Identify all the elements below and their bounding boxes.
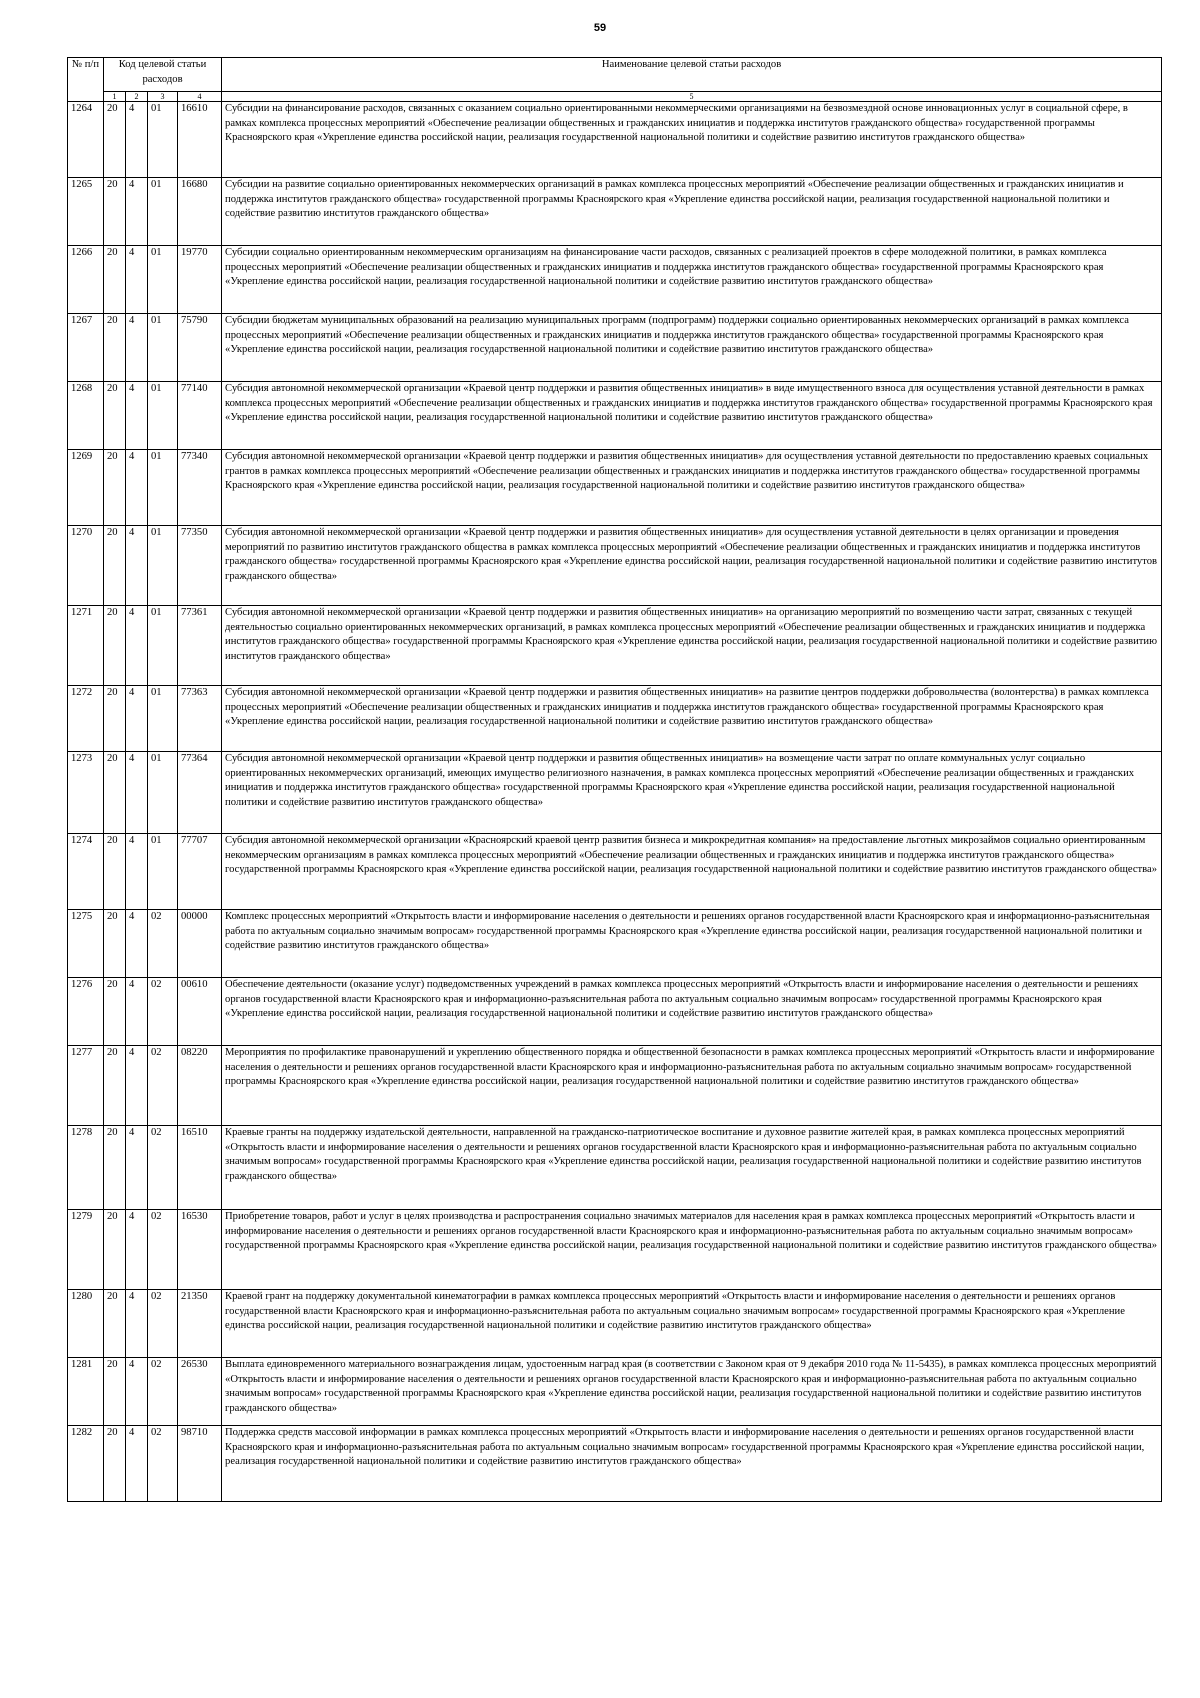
code-part-1: 20: [104, 1358, 126, 1426]
row-description: Субсидии бюджетам муниципальных образований на реализацию муниципальных программ (подпрограмм) поддержки социально ориентированных некоммерческих организаций в рамках комплекса процессных мероприятий «Обеспечение реализации общественных и гражданских инициатив и поддержка институтов гражданского общества» государственной программы Красноярского края «Укрепление единства российской нации, реализация государственной национальной политики и содействие развитию институтов гражданского общества»: [222, 314, 1162, 382]
code-part-1: 20: [104, 450, 126, 526]
row-description: Субсидия автономной некоммерческой организации «Краевой центр поддержки и развития общественных инициатив» на развитие центров поддержки добровольчества (волонтерства) в рамках комплекса процессных мероприятий «Обеспечение реализации общественных и гражданских инициатив и поддержка институтов гражданского общества» государственной программы Красноярского края «Укрепление единства российской нации, реализация государственной национальной политики и содействие развитию институтов гражданского общества»: [222, 686, 1162, 752]
code-part-1: 20: [104, 752, 126, 834]
column-number: 5: [222, 92, 1162, 102]
code-part-3: 01: [148, 686, 178, 752]
row-number: 1275: [68, 910, 104, 978]
row-description: Субсидии социально ориентированным некоммерческим организациям на финансирование части расходов, связанных с реализацией проектов в сфере молодежной политики, в рамках комплекса процессных мероприятий «Обеспечение реализации общественных и гражданских инициатив и поддержка институтов гражданского общества» государственной программы Красноярского края «Укрепление единства российской нации, реализация государственной национальной политики и содействие развитию институтов гражданского общества»: [222, 246, 1162, 314]
row-description: Выплата единовременного материального вознаграждения лицам, удостоенным наград края (в соответствии с Законом края от 9 декабря 2010 года № 11-5435), в рамках комплекса процессных мероприятий «Открытость власти и информирование населения о деятельности и решениях органов государственной власти Красноярского края и информационно-разъяснительная работа по актуальным социально значимым вопросам» государственной программы Красноярского края «Укрепление единства российской нации, реализация государственной национальной политики и содействие развитию институтов гражданского общества»: [222, 1358, 1162, 1426]
code-part-4: 75790: [178, 314, 222, 382]
code-part-4: 77363: [178, 686, 222, 752]
code-part-4: 19770: [178, 246, 222, 314]
page-number: 59: [593, 22, 607, 34]
table-row: [68, 382, 1162, 450]
code-part-3: 02: [148, 978, 178, 1046]
code-part-4: 16510: [178, 1126, 222, 1210]
row-number: 1271: [68, 606, 104, 686]
code-part-3: 01: [148, 102, 178, 178]
code-part-2: 4: [126, 1210, 148, 1290]
code-part-3: 01: [148, 178, 178, 246]
code-part-4: 26530: [178, 1358, 222, 1426]
code-part-2: 4: [126, 102, 148, 178]
code-part-2: 4: [126, 606, 148, 686]
table-row: [68, 978, 1162, 1046]
code-part-4: 77364: [178, 752, 222, 834]
code-part-4: 21350: [178, 1290, 222, 1358]
code-part-1: 20: [104, 1290, 126, 1358]
code-part-2: 4: [126, 834, 148, 910]
row-description: Поддержка средств массовой информации в рамках комплекса процессных мероприятий «Открытость власти и информирование населения о деятельности и решениях органов государственной власти Красноярского края и информационно-разъяснительная работа по актуальным социально значимым вопросам» государственной программы Красноярского края «Укрепление единства российской нации, реализация государственной национальной политики и содействие развитию институтов гражданского общества»: [222, 1426, 1162, 1502]
row-description: Субсидия автономной некоммерческой организации «Краевой центр поддержки и развития общественных инициатив» в виде имущественного взноса для осуществления уставной деятельности в рамках комплекса процессных мероприятий «Обеспечение реализации общественных и гражданских инициатив и поддержка институтов гражданского общества» государственной программы Красноярского края «Укрепление единства российской нации, реализация государственной национальной политики и содействие развитию институтов гражданского общества»: [222, 382, 1162, 450]
row-description: Субсидия автономной некоммерческой организации «Краевой центр поддержки и развития общественных инициатив» на возмещение части затрат по оплате коммунальных услуг социально ориентированных некоммерческих организаций, имеющих имущество религиозного назначения, в рамках комплекса процессных мероприятий «Обеспечение реализации общественных и гражданских инициатив и поддержка институтов гражданского общества» государственной программы Красноярского края «Укрепление единства российской нации, реализация государственной национальной политики и содействие развитию институтов гражданского общества»: [222, 752, 1162, 834]
code-part-2: 4: [126, 1290, 148, 1358]
code-part-3: 01: [148, 382, 178, 450]
row-number: 1277: [68, 1046, 104, 1126]
code-part-4: 08220: [178, 1046, 222, 1126]
code-part-2: 4: [126, 382, 148, 450]
row-number: 1279: [68, 1210, 104, 1290]
code-part-4: 77361: [178, 606, 222, 686]
code-part-2: 4: [126, 910, 148, 978]
code-part-4: 98710: [178, 1426, 222, 1502]
row-number: 1273: [68, 752, 104, 834]
code-part-3: 01: [148, 246, 178, 314]
row-number: 1280: [68, 1290, 104, 1358]
row-description: Субсидия автономной некоммерческой организации «Краевой центр поддержки и развития общественных инициатив» для осуществления уставной деятельности по предоставлению краевых социальных грантов в рамках комплекса процессных мероприятий «Обеспечение реализации общественных и гражданских инициатив и поддержка институтов гражданского общества» государственной программы Красноярского края «Укрепление единства российской нации, реализация государственной национальной политики и содействие развитию институтов гражданского общества»: [222, 450, 1162, 526]
row-description: Субсидия автономной некоммерческой организации «Красноярский краевой центр развития бизнеса и микрокредитная компания» на предоставление льготных микрозаймов социально ориентированным некоммерческим организациям в рамках комплекса процессных мероприятий «Обеспечение реализации общественных и гражданских инициатив и поддержка институтов гражданского общества» государственной программы Красноярского края «Укрепление единства российской нации, реализация государственной национальной политики и содействие развитию институтов гражданского общества»: [222, 834, 1162, 910]
table-row: [68, 178, 1162, 246]
row-description: Субсидии на развитие социально ориентированных некоммерческих организаций в рамках комплекса процессных мероприятий «Обеспечение реализации общественных и гражданских инициатив и поддержка институтов гражданского общества» государственной программы Красноярского края «Укрепление единства российской нации, реализация государственной национальной политики и содействие развитию институтов гражданского общества»: [222, 178, 1162, 246]
row-description: Субсидия автономной некоммерческой организации «Краевой центр поддержки и развития общественных инициатив» для осуществления уставной деятельности в целях организации и проведения мероприятий по развитию институтов гражданского общества в рамках комплекса процессных мероприятий «Обеспечение реализации общественных и гражданских инициатив и поддержка институтов гражданского общества» государственной программы Красноярского края «Укрепление единства российской нации, реализация государственной национальной политики и содействие развитию институтов гражданского общества»: [222, 526, 1162, 606]
code-part-3: 02: [148, 1210, 178, 1290]
row-number: 1276: [68, 978, 104, 1046]
column-number: 1: [104, 92, 126, 102]
code-part-2: 4: [126, 1426, 148, 1502]
code-part-3: 02: [148, 1426, 178, 1502]
row-description: Субсидия автономной некоммерческой организации «Краевой центр поддержки и развития общественных инициатив» на организацию мероприятий по возмещению части затрат, связанных с текущей деятельностью социально ориентированных некоммерческих организаций, в рамках комплекса процессных мероприятий «Обеспечение реализации общественных и гражданских инициатив и поддержка институтов гражданского общества» государственной программы Красноярского края «Укрепление единства российской нации, реализация государственной национальной политики и содействие развитию институтов гражданского общества»: [222, 606, 1162, 686]
row-number: 1270: [68, 526, 104, 606]
code-part-4: 16680: [178, 178, 222, 246]
budget-codes-table: [67, 57, 1162, 1502]
row-description: Краевые гранты на поддержку издательской деятельности, направленной на гражданско-патриотическое воспитание и духовное развитие жителей края, в рамках комплекса процессных мероприятий «Открытость власти и информирование населения о деятельности и решениях органов государственной власти Красноярского края и информационно-разъяснительная работа по актуальным социально значимым вопросам» государственной программы Красноярского края «Укрепление единства российской нации, реализация государственной национальной политики и содействие развитию институтов гражданского общества»: [222, 1126, 1162, 1210]
code-part-1: 20: [104, 606, 126, 686]
row-number: 1282: [68, 1426, 104, 1502]
table-body: [68, 102, 1162, 1502]
code-part-1: 20: [104, 314, 126, 382]
table-row: [68, 910, 1162, 978]
row-number: 1281: [68, 1358, 104, 1426]
code-part-4: 77140: [178, 382, 222, 450]
code-part-2: 4: [126, 1358, 148, 1426]
code-part-2: 4: [126, 246, 148, 314]
row-number: 1265: [68, 178, 104, 246]
header-no: № п/п: [68, 58, 104, 102]
code-part-1: 20: [104, 178, 126, 246]
row-description: Краевой грант на поддержку документальной кинематографии в рамках комплекса процессных мероприятий «Открытость власти и информирование населения о деятельности и решениях органов государственной власти Красноярского края и информационно-разъяснительная работа по актуальным социально значимым вопросам» государственной программы Красноярского края «Укрепление единства российской нации, реализация государственной национальной политики и содействие развитию институтов гражданского общества»: [222, 1290, 1162, 1358]
column-number: 3: [148, 92, 178, 102]
row-number: 1268: [68, 382, 104, 450]
row-number: 1269: [68, 450, 104, 526]
code-part-3: 01: [148, 834, 178, 910]
code-part-1: 20: [104, 834, 126, 910]
table-row: [68, 526, 1162, 606]
column-number: 4: [178, 92, 222, 102]
code-part-3: 01: [148, 450, 178, 526]
code-part-3: 01: [148, 526, 178, 606]
row-description: Обеспечение деятельности (оказание услуг) подведомственных учреждений в рамках комплекса процессных мероприятий «Открытость власти и информирование населения о деятельности и решениях органов государственной власти Красноярского края и информационно-разъяснительная работа по актуальным социально значимым вопросам» государственной программы Красноярского края «Укрепление единства российской нации, реализация государственной национальной политики и содействие развитию институтов гражданского общества»: [222, 978, 1162, 1046]
code-part-1: 20: [104, 1210, 126, 1290]
code-part-4: 77340: [178, 450, 222, 526]
table-row: [68, 450, 1162, 526]
code-part-2: 4: [126, 526, 148, 606]
code-part-4: 00000: [178, 910, 222, 978]
code-part-1: 20: [104, 978, 126, 1046]
table-row: [68, 752, 1162, 834]
code-part-1: 20: [104, 382, 126, 450]
code-part-3: 01: [148, 314, 178, 382]
table-row: [68, 1358, 1162, 1426]
row-number: 1278: [68, 1126, 104, 1210]
table-row: [68, 1126, 1162, 1210]
row-number: 1266: [68, 246, 104, 314]
code-part-3: 02: [148, 1046, 178, 1126]
code-part-1: 20: [104, 246, 126, 314]
table-row: [68, 102, 1162, 178]
code-part-2: 4: [126, 686, 148, 752]
code-part-1: 20: [104, 526, 126, 606]
header-name: Наименование целевой статьи расходов: [222, 58, 1162, 92]
code-part-1: 20: [104, 102, 126, 178]
code-part-3: 02: [148, 1126, 178, 1210]
row-description: Мероприятия по профилактике правонарушений и укреплению общественного порядка и общественной безопасности в рамках комплекса процессных мероприятий «Открытость власти и информирование населения о деятельности и решениях органов государственной власти Красноярского края и информационно-разъяснительная работа по актуальным социально значимым вопросам» государственной программы Красноярского края «Укрепление единства российской нации, реализация государственной национальной политики и содействие развитию институтов гражданского общества»: [222, 1046, 1162, 1126]
row-description: Приобретение товаров, работ и услуг в целях производства и распространения социально значимых материалов для населения края в рамках комплекса процессных мероприятий «Открытость власти и информирование населения о деятельности и решениях органов государственной власти Красноярского края и информационно-разъяснительная работа по актуальным социально значимым вопросам» государственной программы Красноярского края «Укрепление единства российской нации, реализация государственной национальной политики и содействие развитию институтов гражданского общества»: [222, 1210, 1162, 1290]
row-number: 1264: [68, 102, 104, 178]
code-part-4: 16610: [178, 102, 222, 178]
row-description: Комплекс процессных мероприятий «Открытость власти и информирование населения о деятельности и решениях органов государственной власти Красноярского края и информационно-разъяснительная работа по актуальным социально значимым вопросам» государственной программы Красноярского края «Укрепление единства российской нации, реализация государственной национальной политики и содействие развитию институтов гражданского общества»: [222, 910, 1162, 978]
table-row: [68, 1210, 1162, 1290]
code-part-2: 4: [126, 1046, 148, 1126]
table-row: [68, 606, 1162, 686]
row-number: 1274: [68, 834, 104, 910]
code-part-3: 01: [148, 606, 178, 686]
code-part-4: 16530: [178, 1210, 222, 1290]
table-row: [68, 314, 1162, 382]
code-part-2: 4: [126, 178, 148, 246]
header-code: Код целевой статьи расходов: [104, 58, 222, 92]
code-part-1: 20: [104, 1426, 126, 1502]
code-part-3: 01: [148, 752, 178, 834]
code-part-2: 4: [126, 1126, 148, 1210]
code-part-1: 20: [104, 686, 126, 752]
row-number: 1272: [68, 686, 104, 752]
table-row: [68, 1290, 1162, 1358]
code-part-1: 20: [104, 910, 126, 978]
table-row: [68, 1046, 1162, 1126]
code-part-4: 77350: [178, 526, 222, 606]
table-row: [68, 686, 1162, 752]
table-row: [68, 834, 1162, 910]
code-part-2: 4: [126, 752, 148, 834]
row-description: Субсидии на финансирование расходов, связанных с оказанием социально ориентированными некоммерческими организациями на безвозмездной основе инновационных услуг в социальной сфере, в рамках комплекса процессных мероприятий «Обеспечение реализации общественных и гражданских инициатив и поддержка институтов гражданского общества» государственной программы Красноярского края «Укрепление единства российской нации, реализация государственной национальной политики и содействие развитию институтов гражданского общества»: [222, 102, 1162, 178]
code-part-2: 4: [126, 978, 148, 1046]
code-part-4: 77707: [178, 834, 222, 910]
code-part-3: 02: [148, 1358, 178, 1426]
row-number: 1267: [68, 314, 104, 382]
table-row: [68, 246, 1162, 314]
code-part-1: 20: [104, 1126, 126, 1210]
code-part-3: 02: [148, 910, 178, 978]
code-part-3: 02: [148, 1290, 178, 1358]
code-part-2: 4: [126, 450, 148, 526]
code-part-4: 00610: [178, 978, 222, 1046]
column-number: 2: [126, 92, 148, 102]
table-row: [68, 1426, 1162, 1502]
code-part-1: 20: [104, 1046, 126, 1126]
code-part-2: 4: [126, 314, 148, 382]
